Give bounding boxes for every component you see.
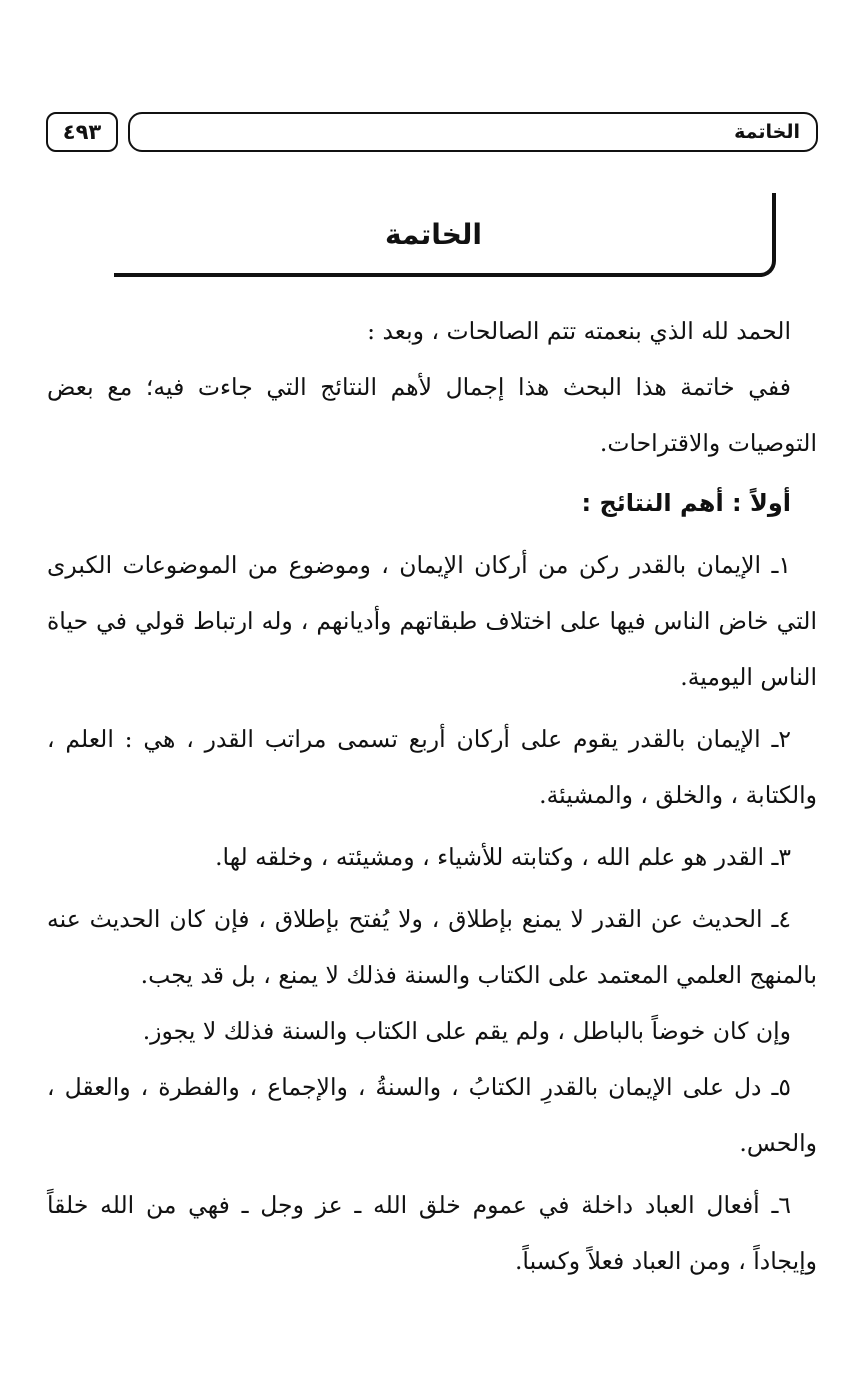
intro-paragraph: ففي خاتمة هذا البحث هذا إجمال لأهم النتائج التي جاءت فيه؛ مع بعض التوصيات والاقتراحات. (47, 373, 817, 457)
page-number: ٤٩٣ (46, 112, 118, 152)
result-item-4: ٤ـ الحديث عن القدر لا يمنع بإطلاق ، ولا يُفتح بإطلاق ، فإن كان الحديث عنه بالمنهج العلمي المعتمد على الكتاب والسنة فذلك لا يمنع ، بل قد يجب. (47, 905, 817, 989)
result-item-5: ٥ـ دل على الإيمان بالقدرِ الكتابُ ، والسنةُ ، والإجماع ، والفطرة ، والعقل ، والحس. (47, 1073, 817, 1157)
chapter-title: الخاتمة (384, 218, 483, 251)
header-title-frame (128, 112, 818, 152)
result-item-4-continuation: وإن كان خوضاً بالباطل ، ولم يقم على الكتاب والسنة فذلك لا يجوز. (142, 1017, 791, 1045)
result-item-6: ٦ـ أفعال العباد داخلة في عموم خلق الله ـ عز وجل ـ فهي من الله خلقاً وإيجاداً ، ومن العباد فعلاً وكسباً. (47, 1191, 817, 1275)
section-heading: أولاً : أهم النتائج : (581, 489, 791, 517)
result-item-2: ٢ـ الإيمان بالقدر يقوم على أركان أربع تسمى مراتب القدر ، هي : العلم ، والكتابة ، والخلق ، والمشيئة. (47, 725, 817, 809)
running-header (46, 112, 818, 156)
body-text (47, 303, 817, 1289)
running-title: الخاتمة (734, 121, 800, 143)
result-item-1: ١ـ الإيمان بالقدر ركن من أركان الإيمان ، وموضوع من الموضوعات الكبرى التي خاض الناس فيها على اختلاف طبقاتهم وأديانهم ، وله ارتباط قولي في حياة الناس اليومية. (47, 551, 817, 691)
result-item-3: ٣ـ القدر هو علم الله ، وكتابته للأشياء ، ومشيئته ، وخلقه لها. (215, 843, 791, 871)
opening-line: الحمد لله الذي بنعمته تتم الصالحات ، وبعد : (367, 317, 791, 345)
